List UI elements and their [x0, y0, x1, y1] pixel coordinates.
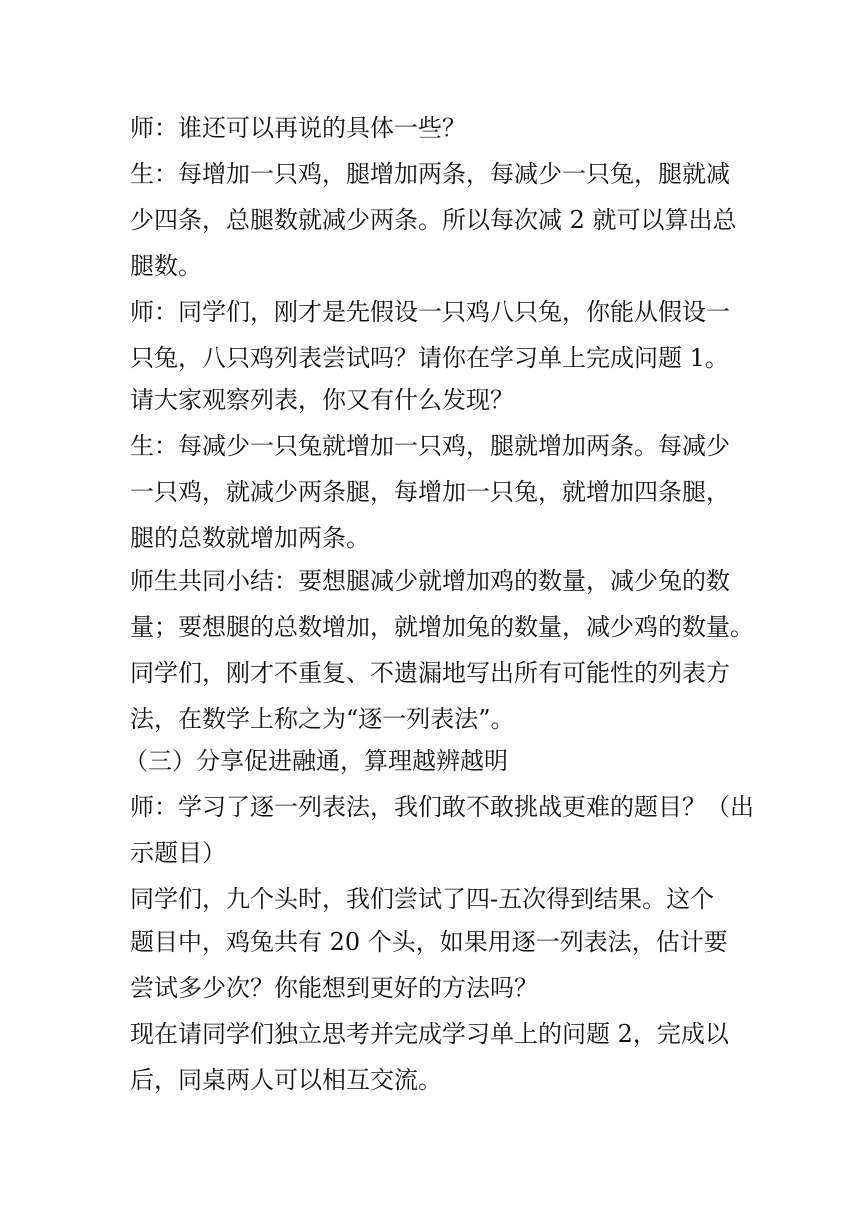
text-line: 师生共同小结：要想腿减少就增加鸡的数量，减少兔的数: [130, 567, 730, 595]
text-line: 师：谁还可以再说的具体一些？: [130, 114, 466, 142]
text-line: 生：每增加一只鸡，腿增加两条，每减少一只兔，腿就减: [130, 160, 730, 188]
text-line: 同学们，九个头时，我们尝试了四-五次得到结果。这个: [130, 885, 715, 913]
text-line: 同学们，刚才不重复、不遗漏地写出所有可能性的列表方: [130, 659, 730, 687]
text-line: 法，在数学上称之为“逐一列表法”。: [130, 705, 515, 733]
text-line: 腿数。: [130, 252, 202, 280]
text-line: 师：同学们，刚才是先假设一只鸡八只兔，你能从假设一: [130, 298, 730, 326]
text-line: 题目中，鸡兔共有 20 个头，如果用逐一列表法，估计要: [130, 928, 728, 956]
text-line: 请大家观察列表，你又有什么发现？: [130, 386, 514, 414]
text-line: 示题目）: [130, 839, 226, 867]
text-line: 量；要想腿的总数增加，就增加兔的数量，减少鸡的数量。: [130, 613, 754, 641]
section-heading: （三）分享促进融通，算理越辨越明: [124, 747, 508, 775]
text-line: 一只鸡，就减少两条腿，每增加一只兔，就增加四条腿，: [130, 478, 730, 506]
text-line: 少四条，总腿数就减少两条。所以每次减 2 就可以算出总: [130, 206, 737, 234]
text-line: 尝试多少次？你能想到更好的方法吗？: [130, 974, 538, 1002]
text-line: 现在请同学们独立思考并完成学习单上的问题 2，完成以: [130, 1020, 729, 1048]
text-line: 生：每减少一只兔就增加一只鸡，腿就增加两条。每减少: [130, 432, 730, 460]
text-line: 师：学习了逐一列表法，我们敢不敢挑战更难的题目？（出: [130, 793, 754, 821]
text-line: 只兔，八只鸡列表尝试吗？请你在学习单上完成问题 1。: [130, 344, 729, 372]
text-line: 后，同桌两人可以相互交流。: [130, 1066, 442, 1094]
text-line: 腿的总数就增加两条。: [130, 524, 370, 552]
